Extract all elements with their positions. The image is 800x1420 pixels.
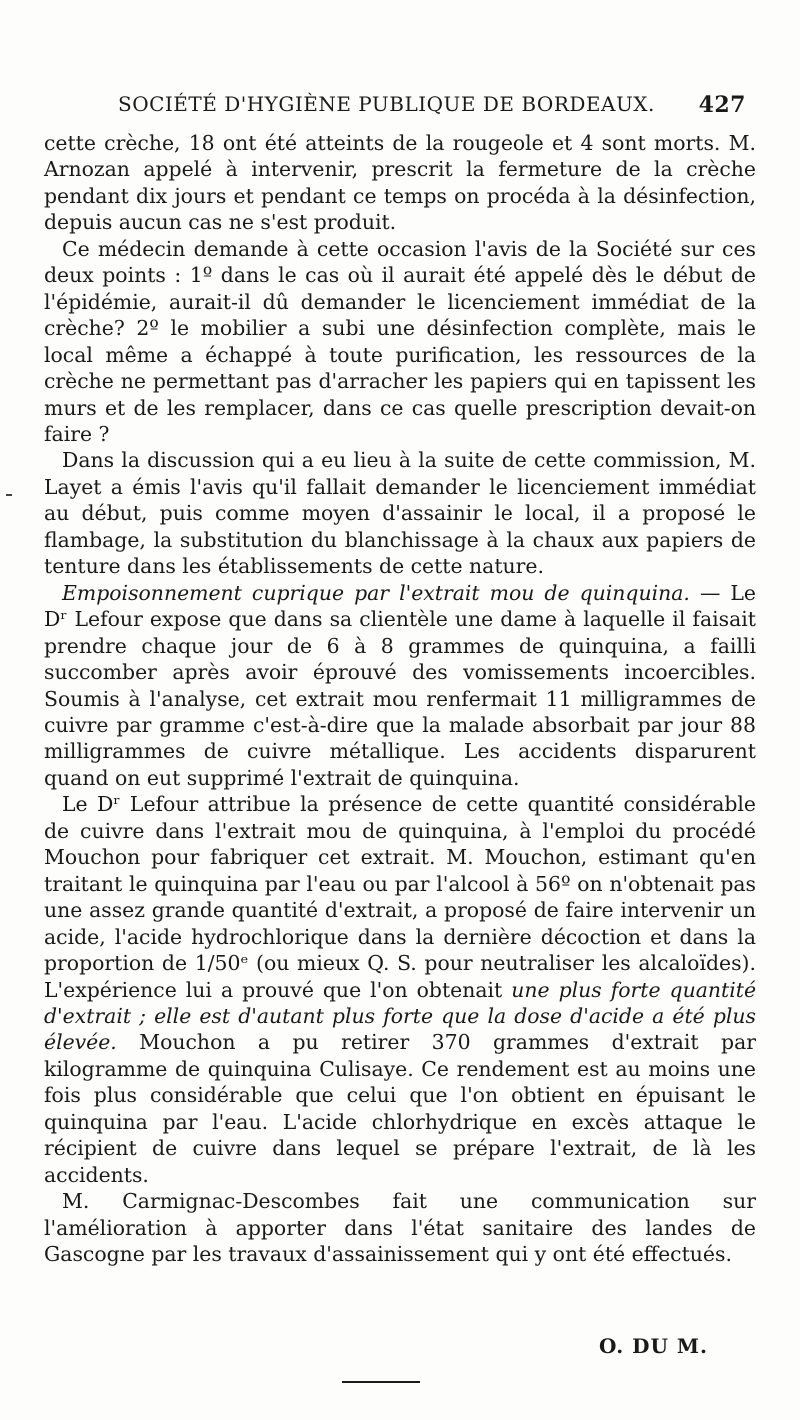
page-header <box>118 92 746 126</box>
margin-mark <box>6 494 12 496</box>
paragraph-5-text-after: Mouchon a pu retirer 370 grammes d'extrait par kilogramme de quinquina Culisaye. Ce rendement est au moins une fois plus considérable que celui que l'on obtient en épuisant le quinquina par l'eau. L'acide chlorhydrique en excès attaque le récipient de cuivre dans lequel se prépare l'extrait, de là les accidents. <box>44 1030 756 1187</box>
paragraph-2 <box>44 236 756 448</box>
running-title: SOCIÉTÉ D'HYGIÈNE PUBLIQUE DE BORDEAUX. <box>118 92 655 116</box>
paragraph-6-text: M. Carmignac-Descombes fait une communication sur l'amélioration à apporter dans l'état sanitaire des landes de Gascogne par les travaux d'assainissement qui y ont été effectués. <box>44 1189 756 1267</box>
signature: O. DU M. <box>598 1334 708 1358</box>
paragraph-5-text: Le Dʳ Lefour attribue la présence de cette quantité considérable de cuivre dans l'extrait mou de quinquina, à l'emploi du procédé Mouchon pour fabriquer cet extrait. M. Mouchon, estimant qu'en traitant le quinquina par l'eau ou par l'alcool à 56º on n'obtenait pas une assez grande quantité d'extrait, a proposé de faire intervenir un acide, l'acide hydrochlorique dans la dernière décoction et dans la proportion de 1/50ᵉ (ou mieux Q. S. pour neutraliser les alcaloïdes). L'expérience lui a prouvé que l'on obtenait <box>44 792 756 1002</box>
closing-rule <box>342 1381 420 1383</box>
paragraph-5 <box>44 791 756 1188</box>
paragraph-5-italic-phrase: une plus forte quantité d'extrait ; elle est d'autant plus forte que la dose d'acide a été plus élevée. <box>44 977 757 1055</box>
paragraph-4 <box>44 580 756 792</box>
paragraph-2-text: Ce médecin demande à cette occasion l'avis de la Société sur ces deux points : 1º dans le cas où il aurait été appelé dès le début de l'épidémie, aurait-il dû demander le licenciement immédiat de la crèche? 2º le mobilier a subi une désinfection complète, mais le local même a échappé à toute purification, les ressources de la crèche ne permettant pas d'arracher les papiers qui en tapissent les murs et de les remplacer, dans ce cas quelle prescription devait-on faire ? <box>44 236 756 446</box>
paragraph-4-text: — Le Dʳ Lefour expose que dans sa clientèle une dame à laquelle il faisait prendre chaque jour de 6 à 8 grammes de quinquina, a failli succomber après avoir éprouvé des vomissements incoercibles. Soumis à l'analyse, cet extrait mou renfermait 11 milligrammes de cuivre par gramme c'est-à-dire que la malade absorbait par jour 88 milligrammes de cuivre métallique. Les accidents disparurent quand on eut supprimé l'extrait de quinquina. <box>44 580 756 790</box>
paragraph-1-text: cette crèche, 18 ont été atteints de la rougeole et 4 sont morts. M. Arnozan appelé à intervenir, prescrit la fermeture de la crèche pendant dix jours et pendant ce temps on procéda à la désinfection, depuis aucun cas ne s'est produit. <box>44 131 756 235</box>
paragraph-4-italic-heading: Empoisonnement cuprique par l'extrait mou de quinquina. <box>62 580 690 605</box>
paragraph-1 <box>44 130 756 236</box>
body-text <box>44 130 756 1267</box>
page-number: 427 <box>698 92 746 118</box>
paragraph-6 <box>44 1188 756 1267</box>
paragraph-3-text: Dans la discussion qui a eu lieu à la suite de cette commission, M. Layet a émis l'avis qu'il fallait demander le licenciement immédiat au début, puis comme moyen d'assainir le local, il a proposé le flambage, la substitution du blanchissage à la chaux aux papiers de tenture dans les établissements de cette nature. <box>44 448 756 579</box>
paragraph-3 <box>44 447 756 579</box>
